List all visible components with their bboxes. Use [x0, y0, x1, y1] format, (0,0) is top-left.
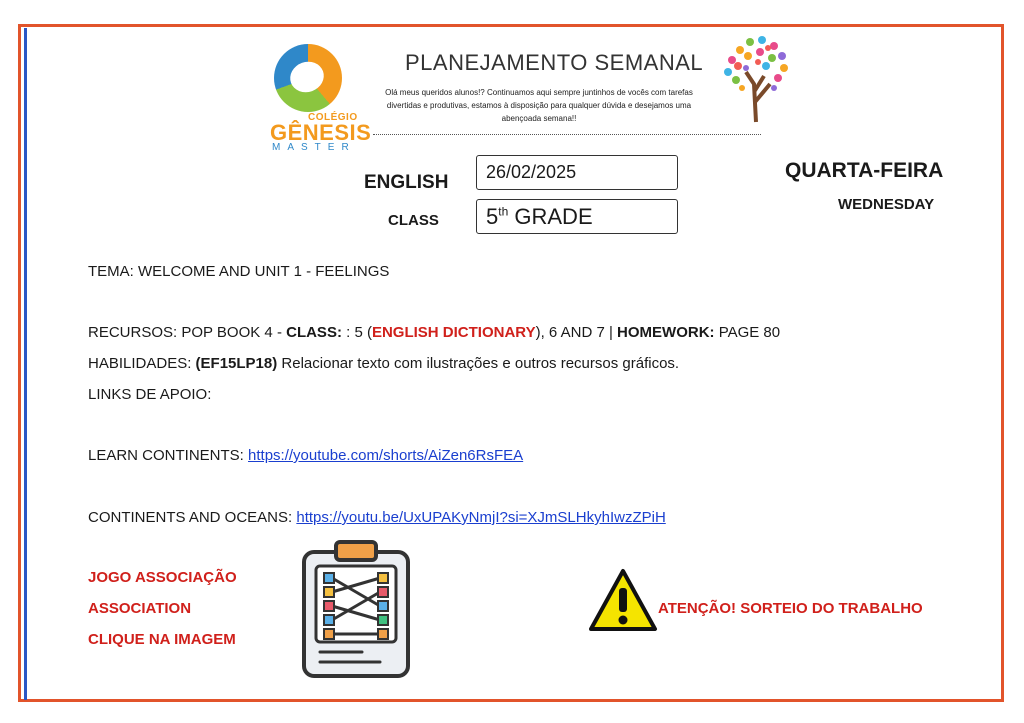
- logo-sub-text: MASTER: [272, 142, 356, 153]
- game-instruction: CLIQUE NA IMAGEM: [88, 631, 236, 648]
- left-accent-bar: [24, 28, 27, 700]
- game-subtitle: ASSOCIATION: [88, 600, 192, 617]
- links-title: LINKS DE APOIO:: [88, 386, 212, 403]
- logo-name-text: GÊNESIS: [270, 120, 372, 145]
- dictionary-highlight: ENGLISH DICTIONARY: [371, 324, 536, 341]
- grade-field: [476, 199, 678, 234]
- learn-continents-link[interactable]: https://youtube.com/shorts/AiZen6RsFEA: [248, 447, 524, 464]
- colorful-tree-icon: [718, 32, 794, 124]
- date-value: 26/02/2025: [486, 162, 577, 182]
- page-title: PLANEJAMENTO SEMANAL: [405, 50, 704, 75]
- date-field: [476, 155, 678, 190]
- recursos-line: RECURSOS: POP BOOK 4 - CLASS: : 5 (ENGLISH DICTIONARY), 6 AND 7 | HOMEWORK: PAGE 80: [88, 324, 781, 341]
- grade-value: 5th GRADE: [486, 204, 593, 229]
- weekday-portuguese: QUARTA-FEIRA: [785, 159, 944, 182]
- greeting-text: Olá meus queridos alunos!? Continuamos aqui sempre juntinhos de vocês com tarefas divertidas e produtivas, estamos à disposição para qualquer dúvida e desejamos uma abençoada semana!!: [385, 88, 693, 123]
- clipboard-matching-icon[interactable]: [300, 540, 412, 680]
- continents-oceans-line: CONTINENTS AND OCEANS: https://youtu.be/UxUPAKyNmjI?si=XJmSLHkyhIwzZPiH: [88, 509, 666, 526]
- continents-oceans-link[interactable]: https://youtu.be/UxUPAKyNmjI?si=XJmSLHkyhIwzZPiH: [296, 509, 666, 526]
- warning-triangle-icon: [588, 568, 658, 632]
- learn-continents-line: LEARN CONTINENTS: https://youtube.com/shorts/AiZen6RsFEA: [88, 447, 524, 464]
- class-label: CLASS: [388, 212, 439, 229]
- logo-colegio-text: COLÉGIO: [308, 112, 358, 123]
- subject-label: ENGLISH: [364, 172, 449, 193]
- school-logo: [266, 40, 372, 152]
- weekday-english: WEDNESDAY: [838, 196, 935, 213]
- warning-text: ATENÇÃO! SORTEIO DO TRABALHO: [658, 600, 923, 617]
- tema-line: TEMA: WELCOME AND UNIT 1 - FEELINGS: [88, 263, 390, 280]
- game-title: JOGO ASSOCIAÇÃO: [88, 569, 237, 586]
- divider: [373, 134, 761, 135]
- habilidades-line: HABILIDADES: (EF15LP18) Relacionar texto com ilustrações e outros recursos gráficos.: [88, 355, 680, 372]
